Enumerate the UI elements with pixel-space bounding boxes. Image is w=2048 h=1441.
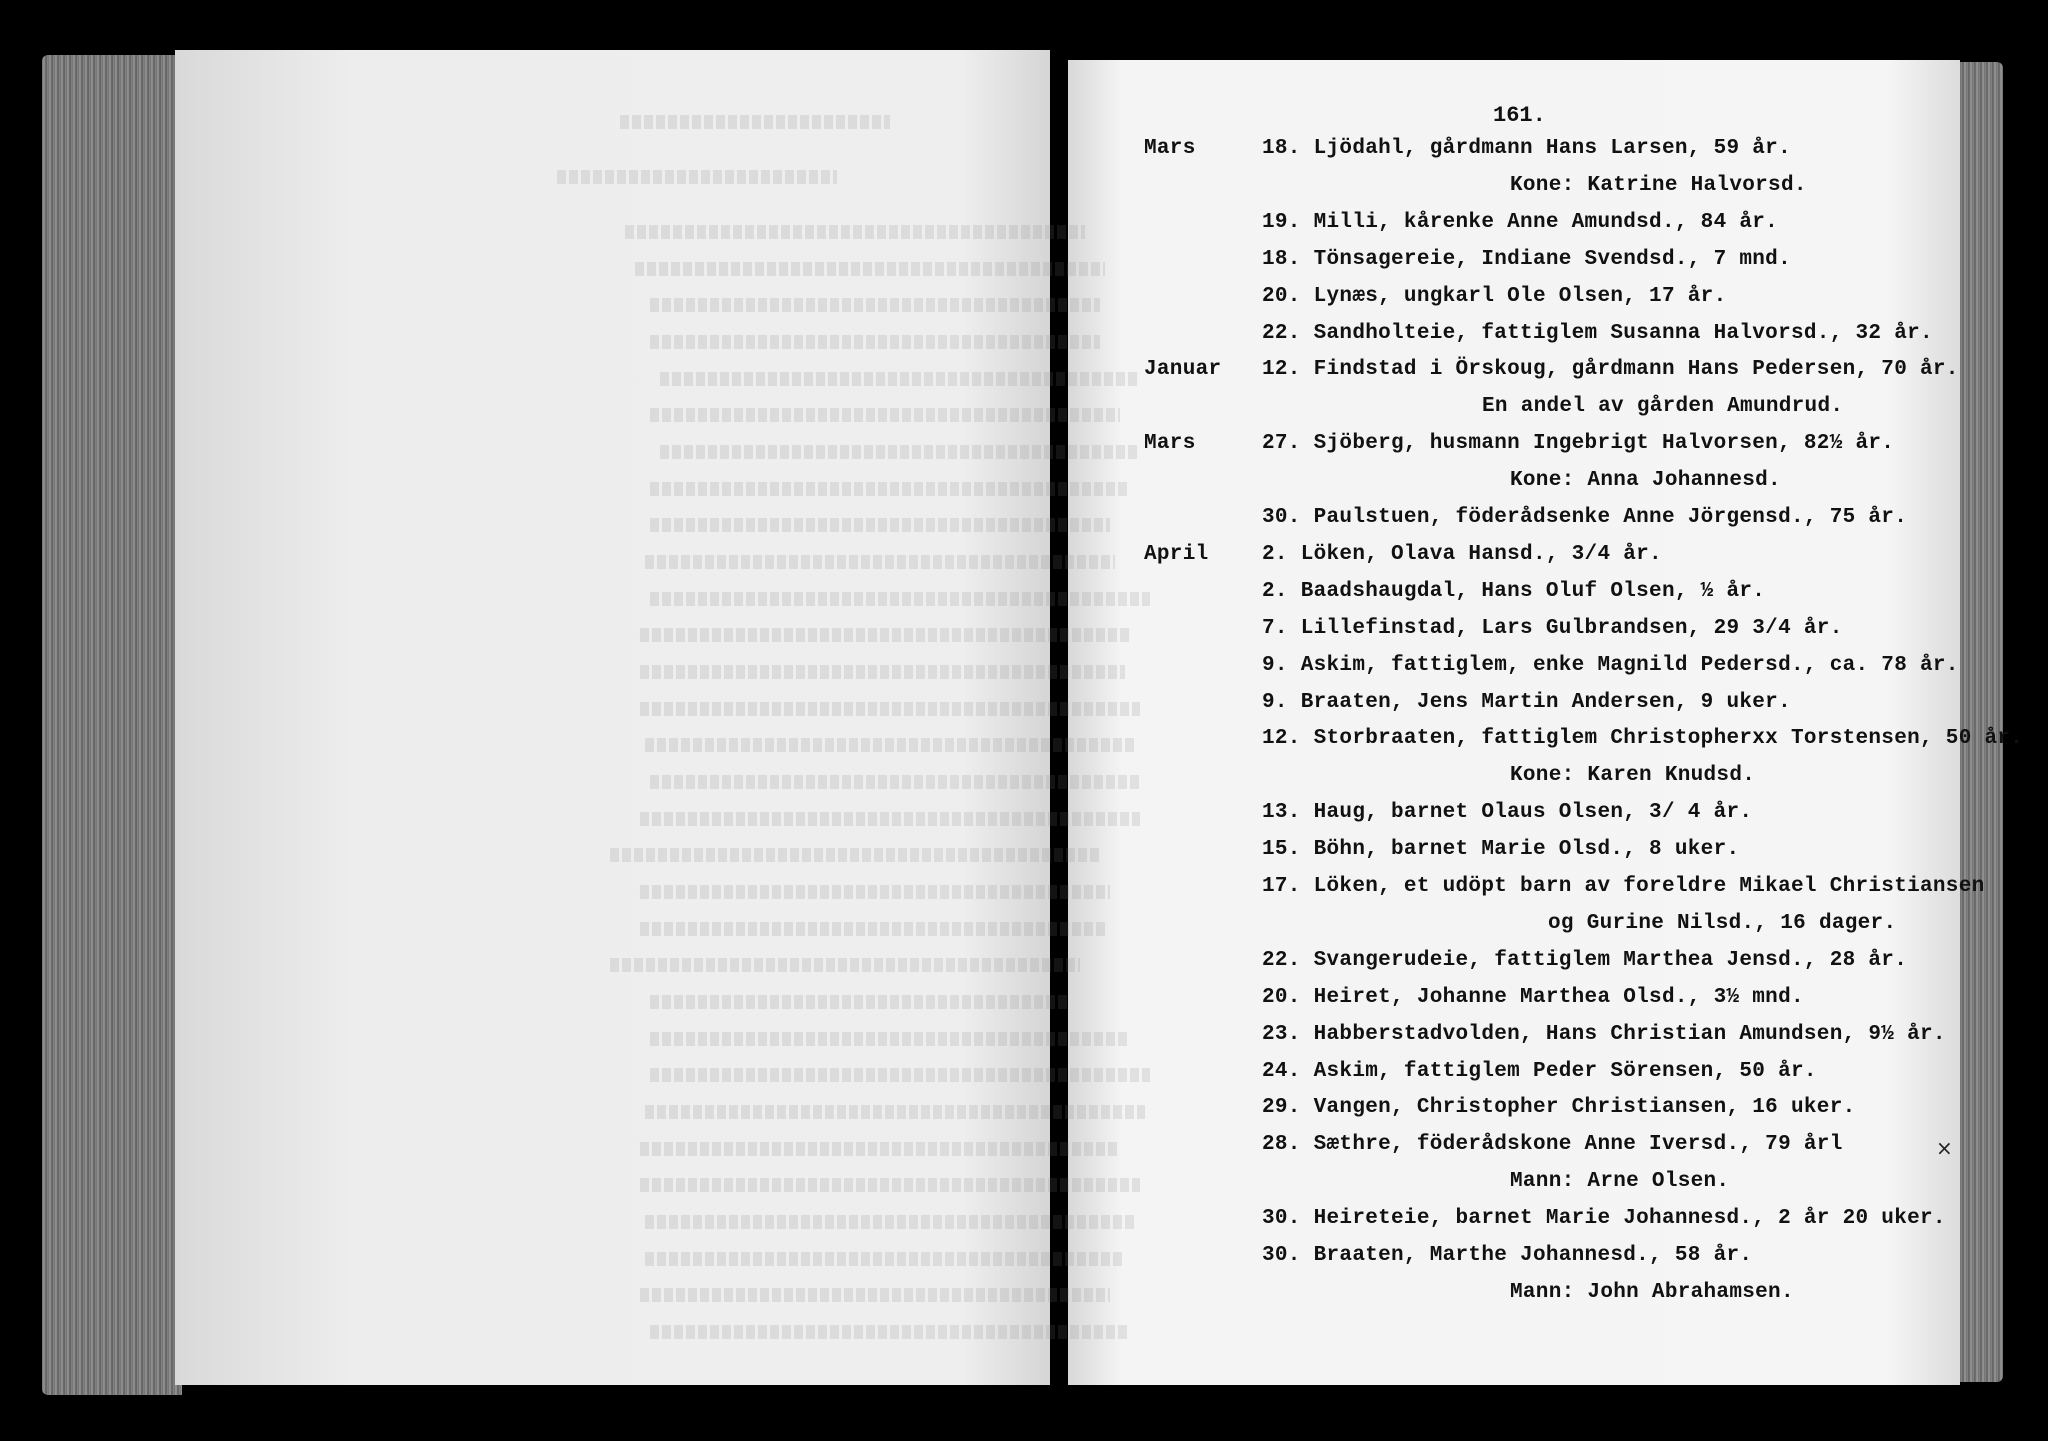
faint-text-line [640, 885, 1110, 899]
register-entry: 13. Haug, barnet Olaus Olsen, 3/ 4 år. [1262, 801, 1753, 824]
register-entry: 18. Ljödahl, gårdmann Hans Larsen, 59 år. [1262, 137, 1791, 160]
faint-text-line [660, 445, 1140, 459]
faint-text-line [645, 1215, 1135, 1229]
faint-text-line [650, 408, 1120, 422]
faint-text-line [650, 1325, 1130, 1339]
register-entry: 2. Löken, Olava Hansd., 3/4 år. [1262, 543, 1662, 566]
entry-month: Mars [1144, 432, 1196, 455]
register-entry: 12. Storbraaten, fattiglem Christopherxx Torstensen, 50 år. [1262, 727, 2024, 750]
faint-text-line [660, 372, 1140, 386]
register-entry: 22. Svangerudeie, fattiglem Marthea Jensd., 28 år. [1262, 949, 1908, 972]
faint-text-line [650, 592, 1150, 606]
faint-text-line [650, 995, 1070, 1009]
faint-text-line [557, 170, 837, 184]
faint-text-line [645, 555, 1115, 569]
faint-text-line [650, 298, 1100, 312]
faint-text-line [640, 665, 1125, 679]
entry-continuation: Kone: Anna Johannesd. [1510, 469, 1781, 492]
faint-text-line [635, 262, 1105, 276]
register-entry: 7. Lillefinstad, Lars Gulbrandsen, 29 3/4 år. [1262, 617, 1843, 640]
register-entry: 9. Braaten, Jens Martin Andersen, 9 uker. [1262, 691, 1791, 714]
entry-continuation: Mann: John Abrahamsen. [1510, 1281, 1794, 1304]
register-entry: 9. Askim, fattiglem, enke Magnild Pedersd., ca. 78 år. [1262, 654, 1959, 677]
faint-text-line [650, 335, 1100, 349]
register-entry: 15. Böhn, barnet Marie Olsd., 8 uker. [1262, 838, 1740, 861]
register-entry: 23. Habberstadvolden, Hans Christian Amundsen, 9½ år. [1262, 1023, 1946, 1046]
faint-text-line [610, 958, 1080, 972]
faint-text-line [640, 1178, 1140, 1192]
register-entry: 28. Sæthre, föderådskone Anne Iversd., 79 årl [1262, 1133, 1843, 1156]
register-entry: 30. Paulstuen, föderådsenke Anne Jörgensd., 75 år. [1262, 506, 1908, 529]
margin-mark: × [1936, 1136, 1953, 1160]
faint-text-line [640, 812, 1140, 826]
faint-text-line [650, 518, 1110, 532]
faint-text-line [645, 1252, 1125, 1266]
entry-month: April [1144, 543, 1209, 566]
register-entry: 22. Sandholteie, fattiglem Susanna Halvorsd., 32 år. [1262, 322, 1933, 345]
register-entry: 30. Heireteie, barnet Marie Johannesd., 2 år 20 uker. [1262, 1207, 1946, 1230]
register-entry: 19. Milli, kårenke Anne Amundsd., 84 år. [1262, 211, 1779, 234]
entry-continuation: Kone: Katrine Halvorsd. [1510, 174, 1807, 197]
faint-text-line [650, 1068, 1150, 1082]
book-gutter [1050, 40, 1068, 1400]
faint-text-line [620, 115, 890, 129]
faint-text-line [650, 1032, 1130, 1046]
page-number: 161. [1493, 103, 1546, 128]
faint-text-line [640, 628, 1130, 642]
register-entry: 27. Sjöberg, husmann Ingebrigt Halvorsen, 82½ år. [1262, 432, 1895, 455]
register-entry: 2. Baadshaugdal, Hans Oluf Olsen, ½ år. [1262, 580, 1766, 603]
faint-text-line [650, 482, 1130, 496]
left-page-edges [42, 55, 182, 1395]
faint-text-line [645, 738, 1135, 752]
faint-text-line [625, 225, 1085, 239]
faint-text-line [640, 922, 1105, 936]
faint-text-line [640, 702, 1140, 716]
entry-month: Januar [1144, 358, 1222, 381]
faint-text-line [645, 1105, 1145, 1119]
entry-month: Mars [1144, 137, 1196, 160]
faint-text-line [640, 1288, 1110, 1302]
register-entry: 29. Vangen, Christopher Christiansen, 16 uker. [1262, 1096, 1856, 1119]
register-entry: 24. Askim, fattiglem Peder Sörensen, 50 år. [1262, 1060, 1817, 1083]
faint-text-line [610, 848, 1100, 862]
register-entry: 30. Braaten, Marthe Johannesd., 58 år. [1262, 1244, 1753, 1267]
register-entry: 20. Heiret, Johanne Marthea Olsd., 3½ mnd. [1262, 986, 1804, 1009]
register-entry: 20. Lynæs, ungkarl Ole Olsen, 17 år. [1262, 285, 1727, 308]
register-entry: 17. Löken, et udöpt barn av foreldre Mikael Christiansen [1262, 875, 1985, 898]
faint-text-line [640, 1142, 1120, 1156]
register-entry: 18. Tönsagereie, Indiane Svendsd., 7 mnd. [1262, 248, 1791, 271]
right-page-edges [1955, 62, 2003, 1382]
faint-text-line [650, 775, 1140, 789]
entry-continuation: Kone: Karen Knudsd. [1510, 764, 1756, 787]
entry-continuation: Mann: Arne Olsen. [1510, 1170, 1730, 1193]
entry-continuation: og Gurine Nilsd., 16 dager. [1548, 912, 1897, 935]
entry-continuation: En andel av gården Amundrud. [1482, 395, 1844, 418]
register-entry: 12. Findstad i Örskoug, gårdmann Hans Pedersen, 70 år. [1262, 358, 1959, 381]
